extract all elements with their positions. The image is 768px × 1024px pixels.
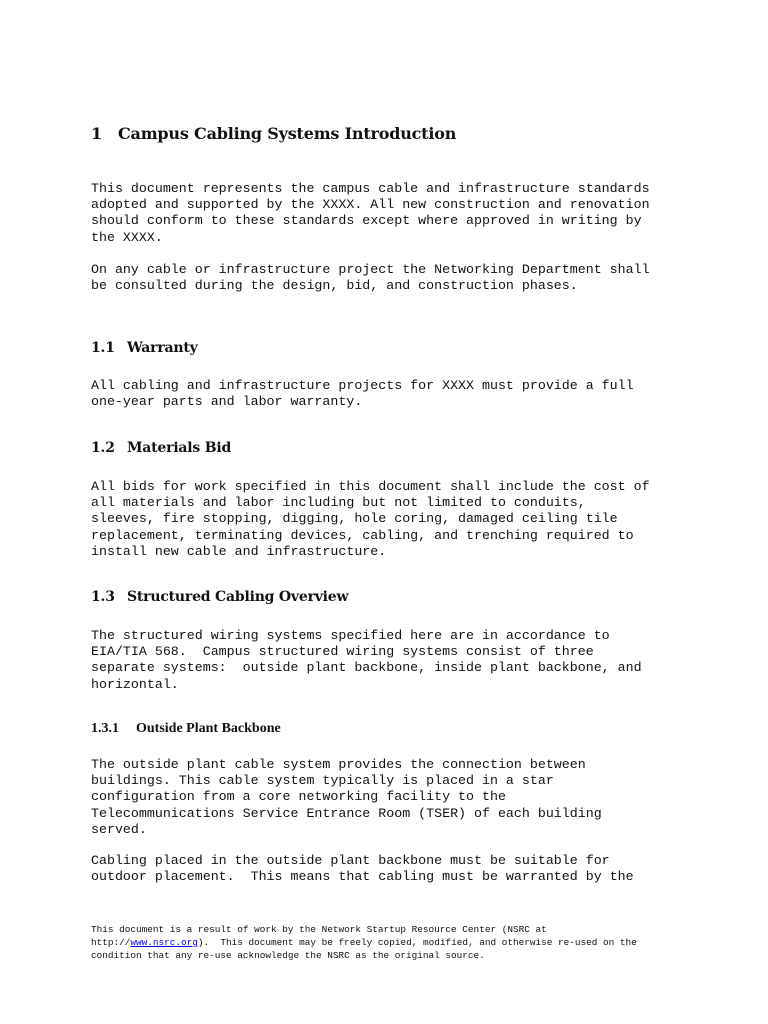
warranty-title: Warranty <box>127 340 198 356</box>
footer-line-2-suffix: ). This document may be freely copied, modified, and otherwise re-used on the <box>197 936 637 948</box>
footer-line-3: condition that any re-use acknowledge the NSRC as the original source. <box>91 949 485 961</box>
structured-cabling-number: 1.3 <box>91 589 115 605</box>
nsrc-link[interactable]: www.nsrc.org <box>130 936 198 948</box>
outside-plant-paragraph-2: Cabling placed in the outside plant backbone must be suitable for outdoor placement. This means that cabling must be warranted by the <box>91 853 634 885</box>
structured-cabling-title: Structured Cabling Overview <box>127 589 349 605</box>
outside-plant-number: 1.3.1 <box>91 721 119 736</box>
warranty-paragraph: All cabling and infrastructure projects for XXXX must provide a full one-year parts and labor warranty. <box>91 378 634 410</box>
materials-bid-title: Materials Bid <box>127 440 232 456</box>
section-title: Campus Cabling Systems Introduction <box>118 124 457 143</box>
warranty-number: 1.1 <box>91 340 115 356</box>
warranty-heading <box>91 340 198 356</box>
materials-bid-paragraph: All bids for work specified in this document shall include the cost of all materials and labor including but not limited to conduits, sleeves, fire stopping, digging, hole coring, damaged ceiling tile replacement, terminating devices, cabling, and trenching required to install new cable and infrastructure. <box>91 479 650 559</box>
section-number: 1 <box>91 124 102 143</box>
materials-bid-heading <box>91 440 231 456</box>
section-heading <box>91 124 456 143</box>
materials-bid-number: 1.2 <box>91 440 115 456</box>
outside-plant-title: Outside Plant Backbone <box>136 721 281 736</box>
footer-line-2-prefix: http:// <box>91 936 131 948</box>
outside-plant-paragraph-1: The outside plant cable system provides the connection between buildings. This cable system typically is placed in a star configuration from a core networking facility to the Telecommunications Service Entrance Room (TSER) of each building served. <box>91 757 602 837</box>
intro-paragraph-2: On any cable or infrastructure project the Networking Department shall be consulted during the design, bid, and construction phases. <box>91 262 650 294</box>
page-footer <box>91 924 691 962</box>
footer-line-1: This document is a result of work by the Network Startup Resource Center (NSRC at <box>91 924 547 935</box>
outside-plant-heading <box>91 721 281 737</box>
structured-cabling-heading <box>91 589 348 605</box>
intro-paragraph-1: This document represents the campus cable and infrastructure standards adopted and supported by the XXXX. All new construction and renovation should conform to these standards except where approved in writing by the XXXX. <box>91 181 650 245</box>
structured-cabling-paragraph: The structured wiring systems specified here are in accordance to EIA/TIA 568. Campus structured wiring systems consist of three separate systems: outside plant backbone, inside plant backbone, and horizontal. <box>91 628 642 692</box>
